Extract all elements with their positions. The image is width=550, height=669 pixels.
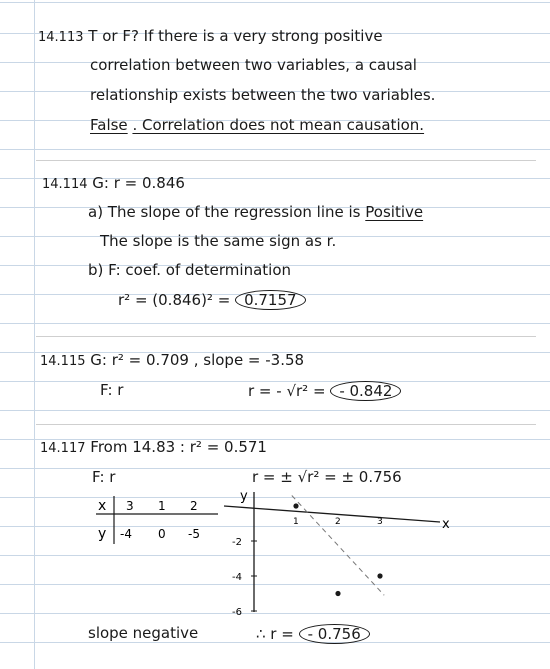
data-point (377, 573, 382, 578)
find-text: F: r (92, 468, 116, 486)
table-x-label: x (98, 498, 107, 514)
problem-number: 14.113 (38, 30, 84, 45)
margin-line (34, 0, 35, 669)
circled-answer: - 0.756 (299, 624, 370, 644)
part-b-formula-line (118, 290, 306, 310)
part-a-answer: Positive (365, 203, 424, 221)
question-text: T or F? If there is a very strong positive (88, 27, 383, 45)
given-text: G: r = 0.846 (92, 174, 185, 192)
table-cell: -5 (188, 527, 200, 541)
table-cell: -4 (120, 527, 132, 541)
question-text: relationship exists between the two variables. (90, 86, 436, 104)
problem-114-line1 (42, 174, 185, 194)
formula-text: r = - √r² = (248, 382, 326, 400)
table-cell: 3 (126, 499, 134, 513)
question-text: correlation between two variables, a causal (90, 56, 417, 74)
table-cell: 2 (190, 499, 198, 513)
x-tick-label: 1 (293, 517, 299, 527)
part-a-text: a) The slope of the regression line is (88, 203, 361, 221)
part-b-line: b) F: coef. of determination (88, 261, 292, 279)
problem-113-answer (90, 116, 424, 134)
x-axis-label: x (442, 517, 450, 532)
x-tick-label: 3 (377, 517, 383, 527)
table-cell: 0 (158, 527, 166, 541)
therefore-text: ∴ r = (256, 625, 294, 643)
problem-117-answer-line (256, 624, 370, 644)
y-tick-label: -6 (232, 607, 242, 618)
data-table (90, 494, 230, 554)
table-cell: 1 (158, 499, 166, 513)
problem-115-formula-line (248, 381, 401, 401)
conclusion-text: slope negative (88, 624, 199, 642)
formula-text: r² = (0.846)² = (118, 291, 231, 309)
problem-number: 14.117 (40, 441, 86, 456)
section-divider (36, 424, 536, 425)
trend-line (292, 496, 384, 596)
data-point (293, 503, 298, 508)
circled-answer: 0.7157 (235, 290, 306, 310)
from-text: From 14.83 : r² = 0.571 (90, 438, 267, 456)
x-tick-label: 2 (335, 517, 341, 527)
y-tick-label: -2 (232, 537, 242, 548)
y-axis-label: y (240, 489, 248, 504)
formula-text: r = ± √r² = ± 0.756 (252, 468, 402, 486)
part-a-explanation: The slope is the same sign as r. (100, 232, 337, 250)
given-text: G: r² = 0.709 , slope = -3.58 (90, 351, 305, 369)
problem-115-line1 (40, 351, 304, 371)
problem-number: 14.115 (40, 354, 86, 369)
data-point (335, 591, 340, 596)
problem-number: 14.114 (42, 177, 88, 192)
section-divider (36, 160, 536, 161)
problem-117-line1 (40, 438, 267, 458)
table-y-label: y (98, 526, 107, 542)
problem-113-line1 (38, 27, 383, 47)
answer-text: False (90, 116, 128, 134)
part-a-line (88, 203, 423, 221)
scatter-plot (220, 488, 460, 618)
circled-answer: - 0.842 (330, 381, 401, 401)
x-axis (224, 506, 440, 522)
section-divider (36, 336, 536, 337)
find-text: F: r (100, 381, 124, 399)
y-tick-label: -4 (232, 572, 242, 583)
reason-text: . Correlation does not mean causation. (132, 116, 425, 134)
